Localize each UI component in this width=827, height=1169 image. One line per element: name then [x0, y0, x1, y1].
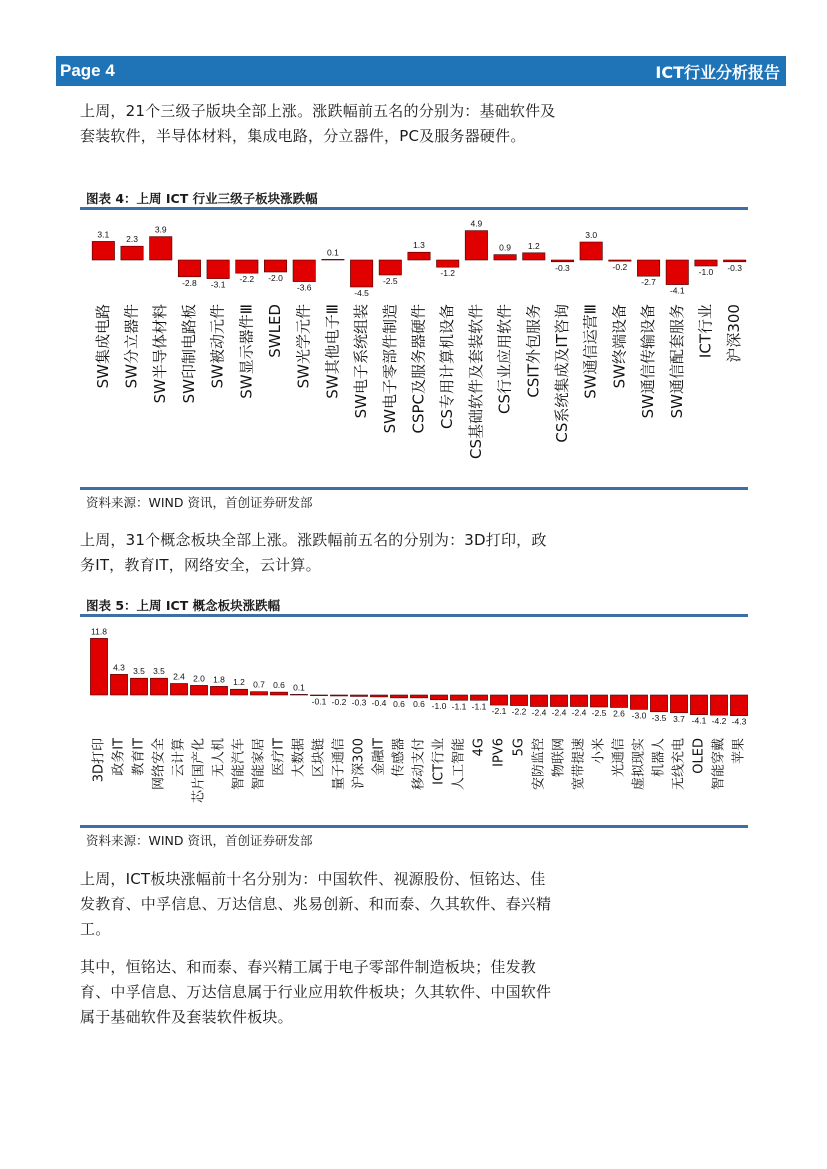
bar-23	[530, 695, 547, 707]
bar-2	[110, 674, 127, 695]
bar-21	[490, 695, 507, 705]
category-label-7: 无人机	[211, 738, 227, 778]
bar-value-label-19: -1.1	[451, 701, 467, 712]
bar-value-label-23: -2.4	[531, 707, 547, 718]
category-label-19: SW终端设备	[610, 304, 629, 389]
bar-value-label-8: 1.2	[233, 677, 245, 688]
bar-value-label-26: -2.5	[591, 708, 607, 718]
paragraph-2: 上周，31个概念板块全部上涨。涨跌幅前五名的分别为：3D打印，政务IT，教育IT，网络安全，云计算。	[80, 531, 547, 574]
bar-3	[130, 678, 147, 695]
figure4-chart	[80, 210, 748, 488]
bar-13	[330, 695, 347, 696]
figure4-bottom-rule	[80, 487, 748, 490]
bar-value-label-25: -2.4	[571, 707, 587, 718]
category-label-20: 4G	[471, 738, 487, 757]
bar-value-label-4: -2.8	[182, 277, 197, 288]
category-label-18: ICT行业	[431, 738, 447, 785]
category-label-11: 大数据	[291, 738, 307, 778]
category-label-29: 机器人	[651, 738, 667, 778]
bar-value-label-9: 0.7	[253, 679, 265, 690]
category-label-3: 教育IT	[131, 738, 147, 776]
bar-value-label-18: 3.0	[585, 230, 598, 240]
bar-value-label-6: -2.2	[239, 274, 255, 285]
category-label-32: 智能穿戴	[711, 738, 727, 791]
category-label-8: SW光学元件	[294, 304, 313, 389]
category-label-12: CSPC及服务器硬件	[409, 304, 428, 434]
category-label-2: 政务IT	[111, 738, 127, 776]
bar-4	[150, 678, 167, 695]
figure4-source: 资料来源：WIND 资讯，首创证券研发部	[86, 495, 313, 510]
bar-30	[670, 695, 687, 713]
category-label-22: ICT行业	[696, 304, 715, 359]
bar-value-label-17: 0.6	[413, 698, 425, 709]
bar-21	[666, 260, 688, 285]
bar-value-label-14: 4.9	[470, 218, 483, 229]
category-label-5: 云计算	[171, 738, 187, 778]
category-label-3: SW半导体材料	[151, 304, 170, 404]
bar-value-label-29: -3.5	[651, 712, 667, 723]
category-label-28: 虚拟现实	[631, 738, 647, 791]
category-label-5: SW被动元件	[208, 304, 227, 389]
bar-10	[270, 692, 287, 695]
bar-value-label-12: 1.3	[413, 240, 425, 251]
bar-value-label-4: 3.5	[153, 666, 165, 677]
bar-19	[450, 695, 467, 700]
category-label-23: 沪深300	[725, 304, 744, 363]
bar-5	[207, 260, 229, 279]
category-label-10: SW电子系统组装	[352, 304, 371, 419]
bar-value-label-30: 3.7	[673, 713, 685, 724]
bar-value-label-3: 3.5	[133, 666, 145, 677]
bar-value-label-31: -4.1	[691, 715, 707, 726]
bar-value-label-11: -2.5	[382, 276, 398, 286]
bar-17	[410, 695, 427, 698]
bar-value-label-19: -0.2	[612, 262, 628, 273]
category-label-13: 量子通信	[331, 738, 347, 791]
bar-1	[90, 638, 107, 695]
category-label-23: 安防监控	[531, 738, 547, 791]
bar-value-label-27: 2.6	[613, 708, 625, 719]
bar-value-label-16: 1.2	[527, 240, 540, 251]
bar-14	[350, 695, 367, 696]
bar-9	[250, 692, 267, 695]
paragraph-1: 上周，21个三级子版块全部上涨。涨跌幅前五名的分别为：基础软件及套装软件，半导体材料，集成电路，分立器件，PC及服务器硬件。	[80, 102, 556, 145]
bar-value-label-22: -1.0	[698, 267, 714, 277]
page-header	[56, 56, 786, 86]
bar-value-label-2: 4.3	[113, 662, 125, 673]
bar-11	[290, 694, 307, 695]
category-label-26: 小米	[591, 738, 607, 765]
category-label-27: 光通信	[611, 738, 627, 778]
bar-12	[310, 695, 327, 696]
bar-18	[430, 695, 447, 700]
bar-value-label-20: -2.7	[641, 277, 656, 288]
bar-33	[730, 695, 747, 716]
bar-29	[650, 695, 667, 712]
bar-8	[293, 260, 315, 282]
bar-value-label-5: -3.1	[210, 279, 226, 290]
category-label-9: SW其他电子Ⅲ	[323, 304, 342, 399]
category-label-19: 人工智能	[451, 738, 467, 791]
bar-value-label-15: -0.4	[371, 697, 387, 708]
bar-value-label-10: 0.6	[273, 680, 285, 691]
bar-12	[408, 252, 430, 260]
bar-1	[92, 241, 114, 260]
bar-24	[550, 695, 567, 707]
category-label-25: 宽带提速	[571, 738, 587, 791]
bar-value-label-8: -3.6	[296, 282, 312, 293]
bar-value-label-3: 3.9	[154, 224, 167, 235]
category-label-7: SWLED	[266, 304, 285, 358]
figure5-bottom-rule	[80, 825, 748, 828]
category-label-20: SW通信传输设备	[639, 304, 658, 419]
bar-7	[210, 686, 227, 695]
bar-10	[350, 260, 372, 287]
bar-8	[230, 689, 247, 695]
category-label-14: CS基础软件及套装软件	[466, 304, 485, 459]
bar-15	[370, 695, 387, 697]
bar-value-label-21: -4.1	[669, 285, 685, 296]
bar-value-label-11: 0.1	[293, 682, 305, 693]
category-label-15: CS行业应用软件	[495, 303, 514, 414]
category-label-22: 5G	[511, 738, 527, 757]
bar-value-label-1: 11.8	[91, 626, 107, 637]
bar-value-label-28: -3.0	[631, 710, 647, 721]
category-label-24: 物联网	[551, 738, 567, 778]
bar-value-label-18: -1.0	[431, 700, 447, 711]
bar-23	[723, 260, 745, 262]
figure5-chart	[80, 617, 748, 825]
category-label-14: 沪深300	[351, 738, 367, 789]
bar-value-label-32: -4.2	[711, 716, 727, 727]
bar-20	[637, 260, 659, 276]
figure4-title: 图表 4：上周 ICT 行业三级子板块涨跌幅	[86, 191, 318, 206]
bar-value-label-10: -4.5	[354, 288, 369, 298]
category-label-18: SW通信运营Ⅲ	[581, 304, 600, 399]
bar-22	[695, 260, 717, 266]
bar-16	[390, 695, 407, 698]
bar-value-label-14: -0.3	[351, 697, 367, 708]
category-label-21: IPV6	[491, 738, 507, 767]
bar-13	[437, 260, 459, 267]
category-label-9: 智能家居	[251, 738, 267, 791]
figure5-source: 资料来源：WIND 资讯，首创证券研发部	[86, 833, 313, 848]
bar-4	[178, 260, 200, 277]
category-label-21: SW通信配套服务	[667, 304, 686, 419]
category-label-1: 3D打印	[91, 738, 107, 783]
bar-17	[551, 260, 573, 262]
bar-28	[630, 695, 647, 709]
bar-value-label-33: -4.3	[731, 716, 747, 727]
category-label-12: 区块链	[311, 738, 327, 778]
bar-32	[710, 695, 727, 715]
category-label-11: SW电子零部件制造	[380, 304, 399, 434]
bar-26	[590, 695, 607, 707]
category-label-16: 传感器	[391, 738, 407, 778]
category-label-10: 医疗IT	[271, 738, 287, 776]
bar-value-label-24: -2.4	[551, 707, 567, 718]
bar-3	[150, 237, 172, 260]
bar-value-label-7: 1.8	[213, 674, 225, 685]
bar-5	[170, 683, 187, 695]
bar-16	[523, 253, 545, 260]
bar-value-label-22: -2.2	[511, 706, 527, 717]
category-label-15: 金融IT	[371, 738, 387, 776]
category-label-17: CS系统集成及IT咨询	[552, 304, 571, 443]
bar-value-label-16: 0.6	[393, 698, 405, 709]
bar-value-label-13: -1.2	[440, 268, 456, 279]
category-label-2: SW分立器件	[122, 304, 141, 389]
bar-value-label-12: -0.1	[311, 696, 327, 707]
bar-11	[379, 260, 401, 275]
paragraph-3: 上周，ICT板块涨幅前十名分别为：中国软件、视源股份、恒铭达、佳发教育、中孚信息、万达信息、兆易创新、和而泰、久其软件、春兴精工。	[80, 870, 552, 938]
bar-19	[609, 260, 631, 261]
bar-18	[580, 242, 602, 260]
bar-2	[121, 246, 143, 260]
bar-6	[190, 685, 207, 695]
category-label-17: 移动支付	[411, 738, 427, 791]
bar-7	[264, 260, 286, 272]
paragraph-4: 其中，恒铭达、和而泰、春兴精工属于电子零部件制造板块；佳发教育、中孚信息、万达信息属于行业应用软件板块；久其软件、中国软件属于基础软件及套装软件板块。	[80, 958, 552, 1026]
bar-27	[610, 695, 627, 707]
category-label-6: 芯片国产化	[191, 738, 207, 804]
bar-value-label-17: -0.3	[555, 262, 570, 273]
category-label-13: CS专用计算机设备	[438, 304, 457, 429]
category-label-30: 无线充电	[671, 738, 687, 791]
bar-value-label-13: -0.2	[331, 696, 347, 707]
page-number: Page 4	[60, 61, 115, 80]
bar-22	[510, 695, 527, 706]
bar-value-label-15: 0.9	[499, 242, 512, 253]
category-label-4: SW印制电路板	[179, 304, 198, 404]
bar-25	[570, 695, 587, 707]
bar-15	[494, 255, 516, 260]
category-label-31: OLED	[691, 738, 707, 774]
bar-20	[470, 695, 487, 700]
category-label-16: CSIT外包服务	[524, 303, 543, 398]
bar-31	[690, 695, 707, 715]
bar-value-label-1: 3.1	[97, 229, 110, 240]
bar-9	[322, 259, 344, 260]
figure5-title: 图表 5：上周 ICT 概念板块涨跌幅	[86, 598, 281, 613]
bar-value-label-21: -2.1	[491, 706, 507, 717]
bar-value-label-5: 2.4	[173, 671, 185, 682]
category-label-6: SW显示器件Ⅲ	[237, 304, 256, 399]
category-label-33: 苹果	[731, 738, 747, 765]
bar-value-label-23: -0.3	[727, 262, 742, 273]
bar-value-label-9: 0.1	[326, 247, 339, 258]
bar-6	[236, 260, 258, 273]
bar-value-label-7: -2.0	[268, 273, 283, 283]
bar-value-label-6: 2.0	[193, 673, 205, 684]
category-label-1: SW集成电路	[93, 304, 112, 389]
bar-value-label-20: -1.1	[471, 701, 487, 712]
bar-14	[465, 231, 487, 260]
report-title: ICT行业分析报告	[655, 62, 780, 82]
category-label-8: 智能汽车	[231, 738, 247, 791]
bar-value-label-2: 2.3	[126, 234, 138, 245]
category-label-4: 网络安全	[151, 738, 167, 791]
